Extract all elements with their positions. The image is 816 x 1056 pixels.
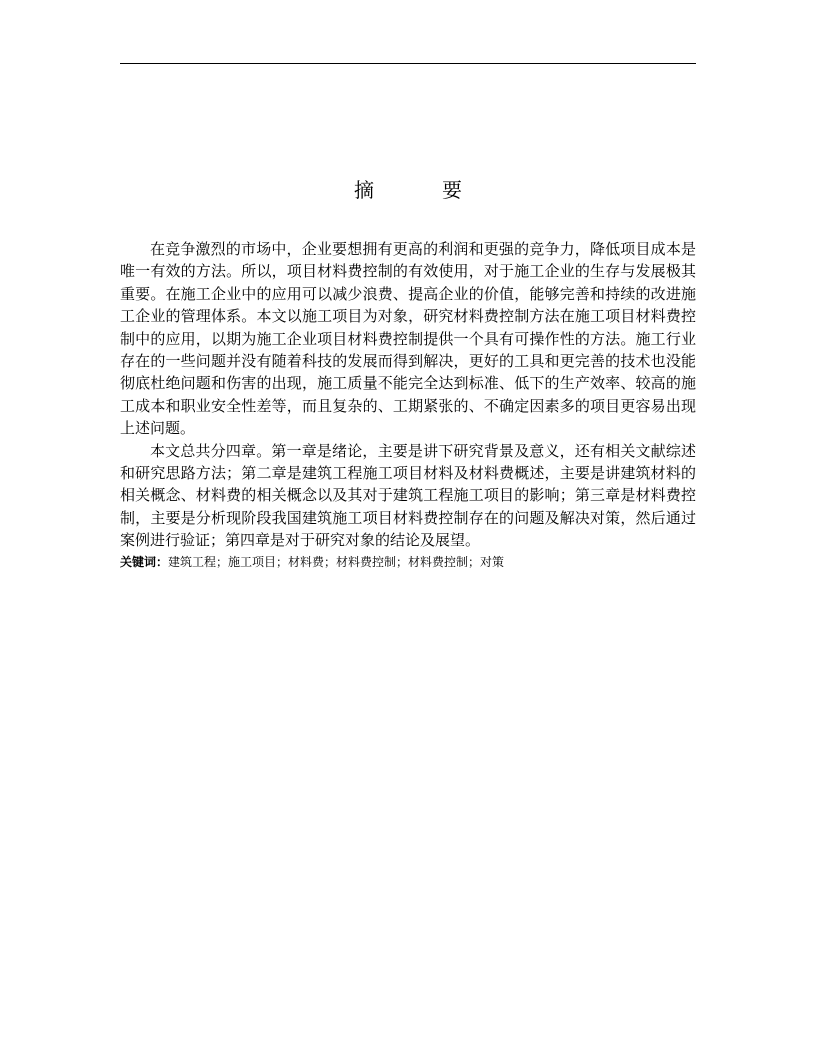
abstract-paragraph-1: 在竞争激烈的市场中，企业要想拥有更高的利润和更强的竞争力，降低项目成本是唯一有效的方法。所以，项目材料费控制的有效使用，对于施工企业的生存与发展极其重要。在施工企业中的应用可以减少浪费、提高企业的价值，能够完善和持续的改进施工企业的管理体系。本文以施工项目为对象，研究材料费控制方法在施工项目材料费控制中的应用，以期为施工企业项目材料费控制提供一个具有可操作性的方法。施工行业存在的一些问题并没有随着科技的发展而得到解决，更好的工具和更完善的技术也没能彻底杜绝问题和伤害的出现，施工质量不能完全达到标准、低下的生产效率、较高的施工成本和职业安全性差等，而且复杂的、工期紧张的、不确定因素多的项目更容易出现上述问题。 <box>120 240 696 438</box>
abstract-body <box>120 238 696 572</box>
keywords-label: 关键词： <box>120 554 169 569</box>
keywords-line <box>120 552 696 572</box>
abstract-title: 摘 要 <box>354 178 486 202</box>
keywords-text: 建筑工程；施工项目；材料费；材料费控制；材料费控制；对策 <box>168 554 505 569</box>
abstract-paragraph-2: 本文总共分四章。第一章是绪论，主要是讲下研究背景及意义，还有相关文献综述和研究思路方法；第二章是建筑工程施工项目材料及材料费概述，主要是讲建筑材料的相关概念、材料费的相关概念以及其对于建筑工程施工项目的影响；第三章是材料费控制，主要是分析现阶段我国建筑施工项目材料费控制存在的问题及解决对策，然后通过案例进行验证；第四章是对于研究对象的结论及展望。 <box>120 441 696 550</box>
header-rule <box>120 63 696 64</box>
